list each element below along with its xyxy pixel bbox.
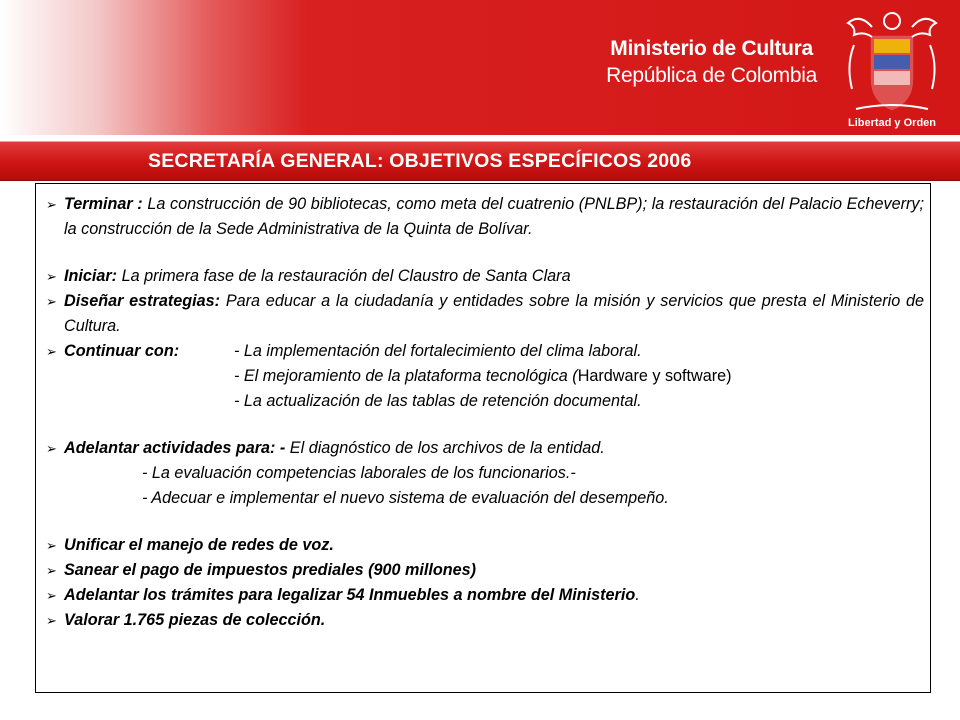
item-label: Iniciar:	[64, 267, 118, 285]
colombia-coat-of-arms-icon	[842, 5, 942, 133]
item-label: Adelantar los trámites para legalizar 54 Inmuebles a nombre del Ministerio	[64, 586, 636, 604]
arrow-bullet-icon: ➢	[46, 613, 57, 628]
arrow-bullet-icon: ➢	[46, 563, 57, 578]
arrow-bullet-icon: ➢	[46, 538, 57, 553]
title-bar	[0, 141, 960, 181]
sub-item: - La implementación del fortalecimiento del clima laboral.	[234, 342, 642, 360]
sub-item: - La evaluación competencias laborales de los funcionarios.-	[142, 464, 576, 482]
list-item	[46, 264, 924, 289]
slide-title: SECRETARÍA GENERAL: OBJETIVOS ESPECÍFICOS 2006	[148, 150, 692, 172]
list-item	[46, 583, 924, 608]
list-item	[46, 533, 924, 558]
item-label: Adelantar actividades para: -	[64, 439, 286, 457]
ministry-name: Ministerio de Cultura	[610, 37, 813, 60]
arrow-bullet-icon: ➢	[46, 441, 57, 456]
crest-motto: Libertad y Orden	[847, 117, 937, 129]
list-item	[46, 558, 924, 583]
item-label: Diseñar estrategias:	[64, 292, 221, 310]
list-item	[46, 608, 924, 633]
item-label: Sanear el pago de impuestos prediales (900 millones)	[64, 561, 477, 579]
item-text: El diagnóstico de los archivos de la entidad.	[285, 439, 605, 457]
arrow-bullet-icon: ➢	[46, 344, 57, 359]
list-item	[46, 289, 924, 339]
content-box	[35, 183, 931, 693]
item-label: Valorar 1.765 piezas de colección.	[64, 611, 326, 629]
objectives-list	[46, 192, 924, 633]
arrow-bullet-icon: ➢	[46, 269, 57, 284]
item-text: La primera fase de la restauración del Claustro de Santa Clara	[117, 267, 571, 285]
republic-name: República de Colombia	[606, 64, 817, 87]
arrow-bullet-icon: ➢	[46, 197, 57, 212]
sub-item: - El mejoramiento de la plataforma tecnológica (Hardware y software)	[234, 367, 732, 385]
sub-item: - La actualización de las tablas de retención documental.	[234, 392, 642, 410]
arrow-bullet-icon: ➢	[46, 294, 57, 309]
item-label: Continuar con:	[64, 342, 180, 360]
item-text: Para educar a la ciudadanía y entidades sobre la misión y servicios que presta el Ministerio de Cultura.	[64, 292, 924, 335]
ministry-block	[606, 36, 817, 90]
list-item	[46, 339, 924, 364]
list-item	[46, 192, 924, 242]
item-text: .	[635, 586, 640, 604]
item-label: Unificar el manejo de redes de voz.	[64, 536, 334, 554]
header-banner	[0, 0, 960, 135]
arrow-bullet-icon: ➢	[46, 588, 57, 603]
sub-item: - Adecuar e implementar el nuevo sistema de evaluación del desempeño.	[142, 489, 669, 507]
item-text: La construcción de 90 bibliotecas, como meta del cuatrenio (PNLBP); la restauración del Palacio Echeverry; la construcción de la Sede Administrativa de la Quinta de Bolívar.	[64, 195, 924, 238]
item-label: Terminar :	[64, 195, 143, 213]
list-item	[46, 436, 924, 461]
